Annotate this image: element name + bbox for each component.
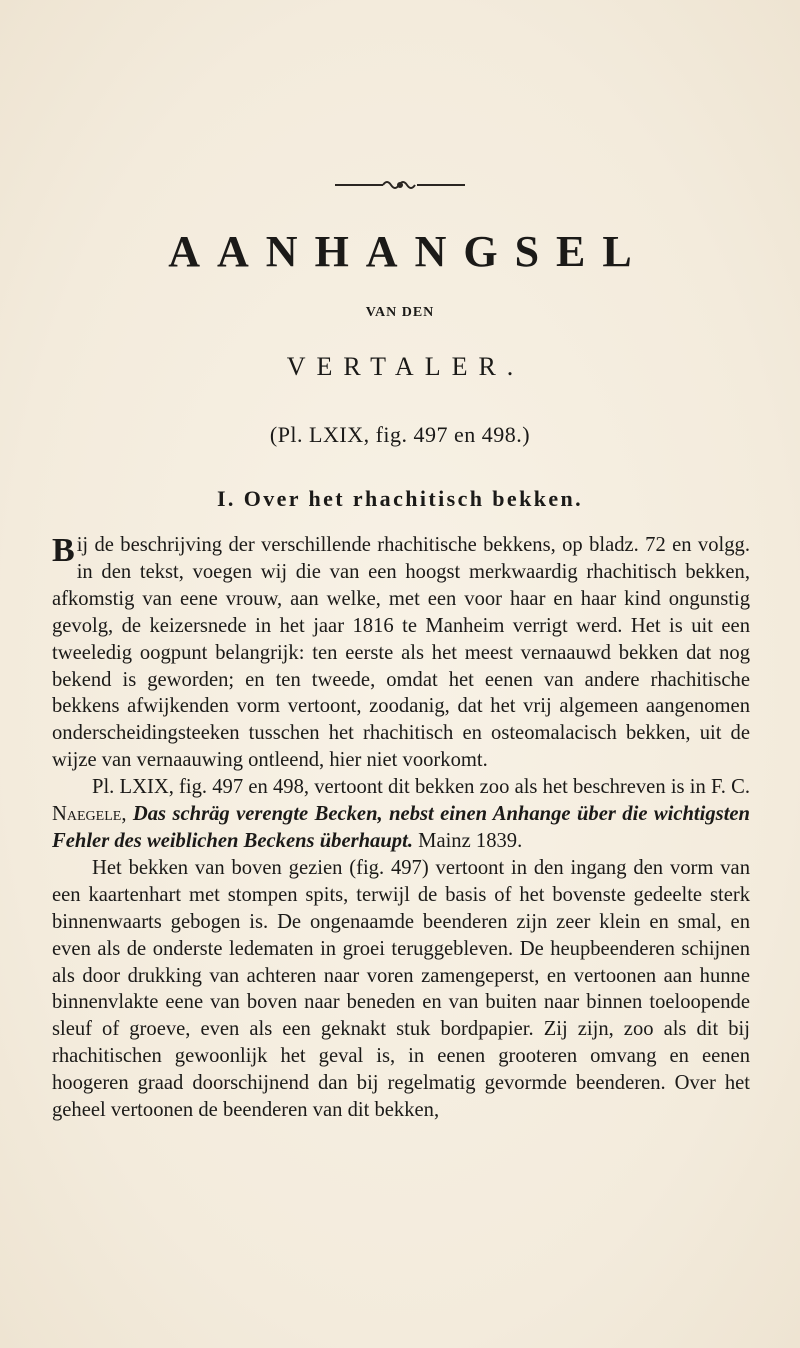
page-title: AANHANGSEL (168, 227, 649, 276)
drop-cap: B (52, 532, 75, 569)
paragraph-3: Het bekken van boven gezien (fig. 497) vertoont in den ingang den vorm van een kaartenhart met stompen spits, terwijl de basis of het bovenste gedeelte sterk binnenwaarts gebogen is. De ongenaamde beenderen zijn zeer klein en smal, en even als de onderste ledematen in groei teruggebleven. De heupbeenderen schijnen als door drukking van achteren naar voren zamengeperst, en vertoonen aan hunne binnenvlakte eene van boven naar beneden en van buiten naar binnen toeloopende sleuf of groeve, even als een geknakt stuk bordpapier. Zij zijn, zoo als dit bij rhachitischen gewoonlijk het geval is, in eenen grooteren omvang en eenen hoogeren graad doorschijnend dan bij regelmatig gevormde beenderen. Over het geheel vertoonen de beenderen van dit bekken, (52, 856, 750, 1122)
ornament-rule (0, 178, 800, 197)
section-heading: I. Over het rhachitisch bekken. (216, 486, 584, 511)
work-title: Das schräg verengte Becken, nebst einen Anhange über die wichtigsten Fehler des weiblichen Beckens überhaupt. (52, 803, 751, 852)
paragraph-2-place: Mainz 1839. (412, 829, 523, 852)
paragraph-1 (52, 532, 750, 774)
plate-reference: (Pl. LXIX, fig. 497 en 498.) (269, 422, 531, 447)
subtitle-van-den: VAN DEN (365, 305, 435, 320)
body-text (52, 532, 750, 1124)
ornament-divider-icon (335, 178, 465, 192)
paragraph-2 (52, 774, 750, 855)
paragraph-1-text: ij de beschrijving der verschillende rhachitische bekkens, op bladz. 72 en volgg. in den tekst, voegen wij die van een hoogst merkwaardig rhachitisch bekken, afkomstig van eene vrouw, aan welke, met een voor haar en haar kind ongunstig gevolg, de keizersnede in het jaar 1816 te Manheim verrigt werd. Het is uit een tweeledig oogpunt belangrijk: ten eerste als het meest vernaauwd bekken dat nog bekend is geworden; en ten tweede, omdat het eenen van andere rhachitische bekkens afwijkenden vorm vertoont, zoodanig, dat het vrij algemeen aangenomen onderscheidingsteeken tusschen het rhachitisch en osteomalacisch bekken, uit de wijze van vernaauwing ontleend, hier niet voorkomt. (52, 534, 750, 772)
paragraph-2-intro: Pl. LXIX, fig. 497 en 498, vertoont dit bekken zoo als het beschreven is in F. C. (92, 776, 750, 799)
subtitle-vertaler: VERTALER. (286, 352, 525, 381)
author-name: Naegele (52, 803, 122, 826)
paragraph-2-sep: , (121, 803, 133, 826)
